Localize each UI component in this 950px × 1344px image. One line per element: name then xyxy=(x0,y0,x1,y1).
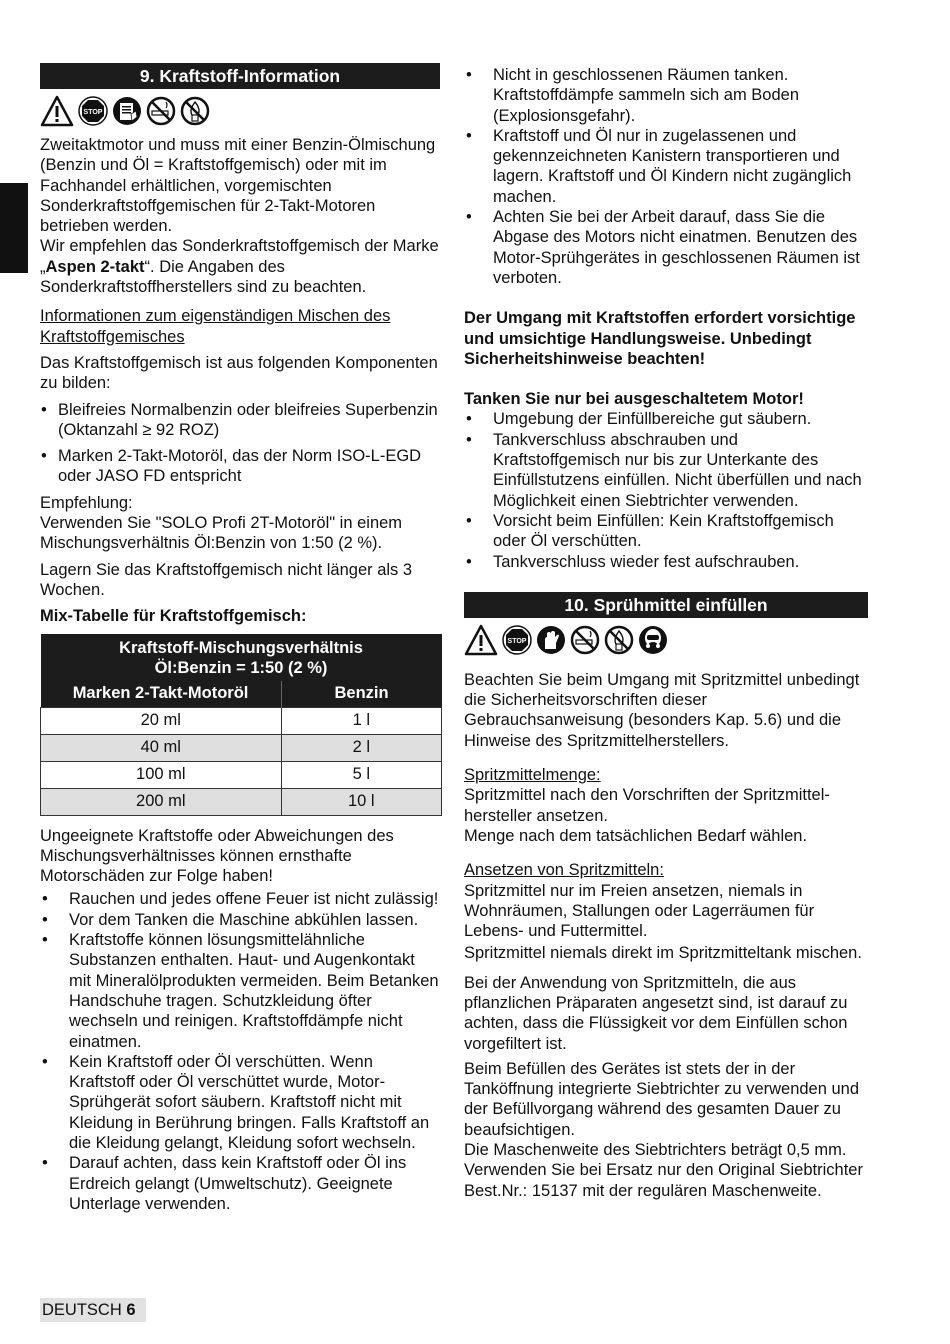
page-footer xyxy=(40,1298,146,1322)
list-item: • Nicht in geschlossenen Räumen tanken. Kraftstoffdämpfe sammeln sich am Boden (Explosionsgefahr). xyxy=(464,65,868,126)
stop-sign-icon xyxy=(502,625,532,655)
fuel-handling-list xyxy=(464,65,868,288)
svg-text:STOP: STOP xyxy=(83,109,103,116)
footer-language: DEUTSCH xyxy=(42,1301,122,1319)
brand-name: Aspen 2-takt xyxy=(45,257,145,276)
prep-text-1: Spritzmittel nur im Freien ansetzen, niemals in Wohnräumen, Stallungen oder Lagerräumen für Lebens- und Futtermittel. xyxy=(464,881,815,941)
recommendation-label: Empfehlung: xyxy=(40,493,133,512)
table-row: 40 ml 2 l xyxy=(41,734,442,761)
list-item: • Tankverschluss wieder fest aufschrauben. xyxy=(464,552,868,572)
recommend-paragraph: Wir empfehlen das Sonderkraftstoffgemisch der Marke „Aspen 2-takt“. Die Angaben des Sonderkraftstoffherstellers sind zu beachten. xyxy=(40,237,439,297)
read-manual-icon xyxy=(112,96,142,126)
mix-table-col-fuel: Benzin xyxy=(281,681,441,708)
section-10-heading: 10. Sprühmittel einfüllen xyxy=(464,592,868,618)
caution-bold-paragraph: Der Umgang mit Kraftstoffen erfordert vorsichtige und umsichtige Handlungsweise. Unbedingt Sicherheitshinweise beachten! xyxy=(464,309,856,368)
prep-text-2: Spritzmittel niemals direkt im Spritzmitteltank mischen. xyxy=(464,944,862,963)
prep-heading: Ansetzen von Spritzmitteln: xyxy=(464,861,664,880)
list-item: • Umgebung der Einfüllbereiche gut säubern. xyxy=(464,409,868,429)
list-item: • Marken 2-Takt-Motoröl, das der Norm ISO-L-EGD oder JASO FD entspricht xyxy=(40,446,440,487)
list-item: • Vor dem Tanken die Maschine abkühlen lassen. xyxy=(40,910,440,930)
respirator-mask-icon xyxy=(638,625,668,655)
section-9-heading: 9. Kraftstoff-Information xyxy=(40,63,440,89)
table-row: 200 ml 10 l xyxy=(41,788,442,815)
section-10-safety-icons xyxy=(464,624,868,656)
plant-preparation-text: Bei der Anwendung von Spritzmitteln, die aus pflanzlichen Präparaten angesetzt sind, ist darauf zu achten, dass die Flüssigkeit vor dem Einfüllen schon vorgefiltert ist. xyxy=(464,973,848,1053)
amount-heading: Spritzmittelmenge: xyxy=(464,766,601,785)
no-open-flame-icon xyxy=(604,625,634,655)
list-item: • Kraftstoff und Öl nur in zugelassenen und gekennzeichneten Kanistern transportieren und lagern. Kraftstoff und Öl Kindern nicht zugänglich machen. xyxy=(464,126,868,207)
list-item: • Achten Sie bei der Arbeit darauf, dass Sie die Abgase des Motors nicht einatmen. Benutzen des Motor-Sprühgerätes in geschlossenen Räumen ist verboten. xyxy=(464,207,868,288)
mix-table-title: Mix-Tabelle für Kraftstoffgemisch: xyxy=(40,607,307,626)
list-item: • Bleifreies Normalbenzin oder bleifreies Superbenzin (Oktanzahl ≥ 92 ROZ) xyxy=(40,400,440,441)
amount-text-1: Spritzmittel nach den Vorschriften der Spritzmittel-hersteller ansetzen. xyxy=(464,786,830,825)
no-open-flame-icon xyxy=(180,96,210,126)
fuel-safety-list xyxy=(40,889,440,1214)
table-row: 100 ml 5 l xyxy=(41,761,442,788)
stop-sign-icon xyxy=(78,96,108,126)
list-item: • Vorsicht beim Einfüllen: Kein Kraftstoffgemisch oder Öl verschütten. xyxy=(464,511,868,552)
no-smoking-icon xyxy=(146,96,176,126)
list-item: • Kraftstoffe können lösungsmittelähnliche Substanzen enthalten. Haut- und Augenkontakt mit Mineralölprodukten vermeiden. Beim Betanken Handschuhe tragen. Schutzkleidung öfter wechseln und reinigen. Kraftstoffdämpfe nicht einatmen. xyxy=(40,930,440,1052)
refuel-list xyxy=(464,409,868,571)
list-item: • Darauf achten, dass kein Kraftstoff oder Öl ins Erdreich gelangt (Umweltschutz). Geeignete Unterlage verwenden. xyxy=(40,1153,440,1214)
list-item: • Kein Kraftstoff oder Öl verschütten. Wenn Kraftstoff oder Öl verschüttet wurde, Motor-Sprühgerät sofort säubern. Kraftstoff nicht mit Kleidung in Berührung bringen. Falls Kraftstoff an die Kleidung gelangt, Kleidung sofort wechseln. xyxy=(40,1052,440,1153)
gloves-icon xyxy=(536,625,566,655)
storage-note: Lagern Sie das Kraftstoffgemisch nicht länger als 3 Wochen. xyxy=(40,560,413,599)
language-tab-marker xyxy=(0,183,28,273)
warning-triangle-icon xyxy=(464,624,498,656)
components-intro: Das Kraftstoffgemisch ist aus folgenden Komponenten zu bilden: xyxy=(40,353,438,393)
section-9-safety-icons xyxy=(40,95,440,127)
refuel-heading: Tanken Sie nur bei ausgeschaltetem Motor! xyxy=(464,390,804,409)
filling-text: Beim Befüllen des Gerätes ist stets der in der Tanköffnung integrierte Siebtrichter zu verwenden und der Befüllvorgang während des gesamten Dauer zu beaufsichtigen. xyxy=(464,1059,860,1139)
amount-text-2: Menge nach dem tatsächlichen Bedarf wählen. xyxy=(464,826,808,845)
components-list xyxy=(40,400,440,487)
intro-paragraph: Zweitaktmotor und muss mit einer Benzin-Ölmischung (Benzin und Öl = Kraftstoffgemisch) oder mit im Fachhandel erhältlichen, vorgemischten Sonderkraftstoffgemischen für 2-Takt-Motoren betrieben werden. xyxy=(40,136,436,236)
list-item: • Tankverschluss abschrauben und Kraftstoffgemisch nur bis zur Unterkante des Einfüllstutzens einfüllen. Nicht überfüllen und nach Möglichkeit einen Siebtrichter verwenden. xyxy=(464,430,868,511)
mix-table-header: Kraftstoff-Mischungsverhältnis Öl:Benzin = 1:50 (2 %) xyxy=(41,634,442,681)
mix-table-col-oil: Marken 2-Takt-Motoröl xyxy=(41,681,282,708)
spray-intro: Beachten Sie beim Umgang mit Spritzmittel unbedingt die Sicherheitsvorschriften dieser Gebrauchsanweisung (besonders Kap. 5.6) und die Hinweise des Spritzmittelherstellers. xyxy=(464,670,860,750)
svg-text:STOP: STOP xyxy=(507,637,527,645)
warning-paragraph: Ungeeignete Kraftstoffe oder Abweichungen des Mischungsverhältnisses können ernsthafte Motorschäden zur Folge haben! xyxy=(40,826,394,886)
mix-table xyxy=(40,634,442,816)
page-number: 6 xyxy=(126,1301,136,1319)
warning-triangle-icon xyxy=(40,95,74,127)
right-column xyxy=(464,65,868,1201)
recommendation-text: Verwenden Sie "SOLO Profi 2T-Motoröl" in einem Mischungsverhältnis Öl:Benzin von 1:50 (2 %). xyxy=(40,514,403,553)
list-item: • Rauchen und jedes offene Feuer ist nicht zulässig! xyxy=(40,889,440,909)
table-row: 20 ml 1 l xyxy=(41,707,442,734)
no-smoking-icon xyxy=(570,625,600,655)
mesh-text: Die Maschenweite des Siebtrichters beträgt 0,5 mm. Verwenden Sie bei Ersatz nur den Original Siebtrichter Best.Nr.: 15137 mit der regulären Maschenweite. xyxy=(464,1141,863,1200)
mix-info-heading: Informationen zum eigenständigen Mischen des Kraftstoffgemisches xyxy=(40,307,391,346)
left-column xyxy=(40,63,440,1214)
